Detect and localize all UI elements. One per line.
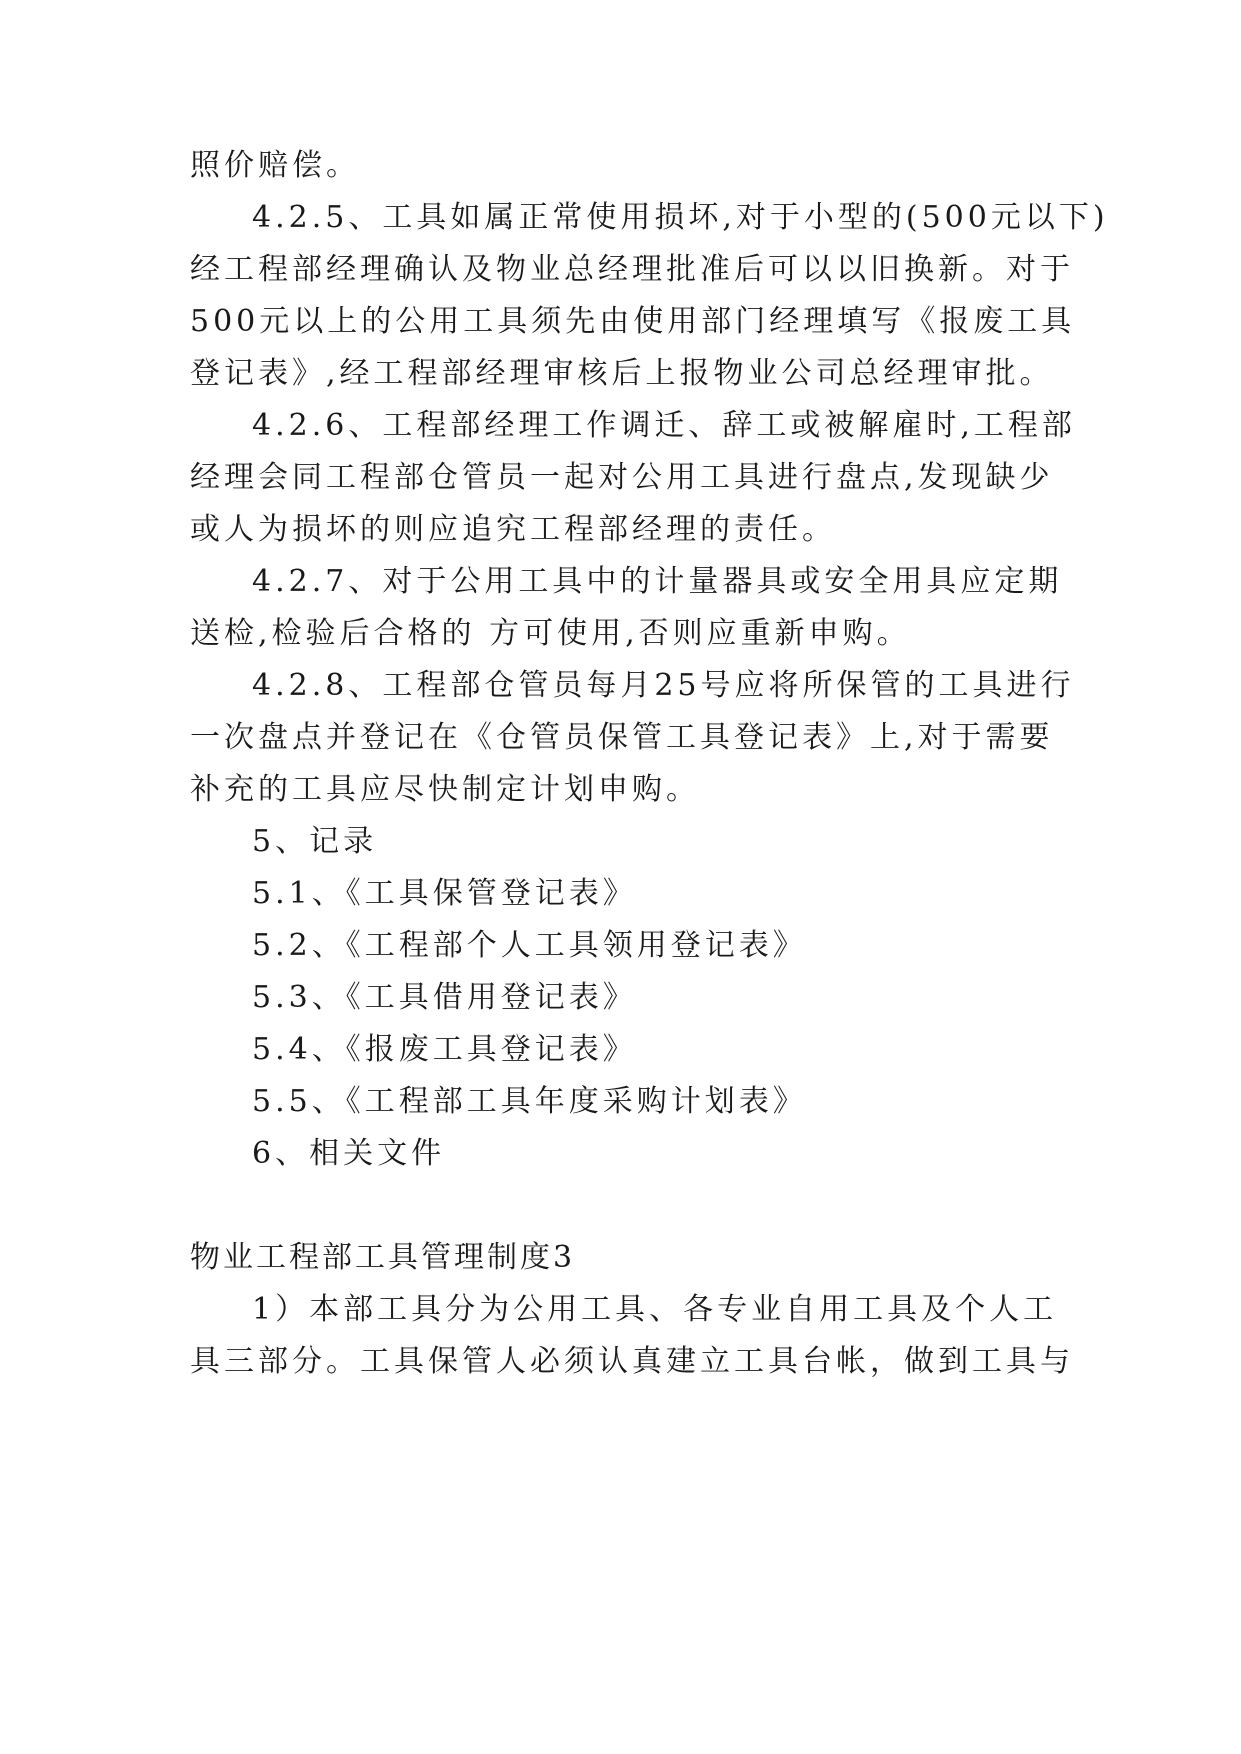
list-item: 5.4、《报废工具登记表》 [252, 1032, 637, 1067]
paragraph-line: 4.2.7、对于公用工具中的计量器具或安全用具应定期 [252, 564, 1063, 599]
section-heading: 5、记录 [252, 824, 378, 859]
paragraph-line: 经工程部经理确认及物业总经理批准后可以以旧换新。对于 [190, 252, 1074, 287]
paragraph-line: 送检,检验后合格的 方可使用,否则应重新申购。 [190, 616, 911, 651]
section-heading: 6、相关文件 [252, 1136, 446, 1171]
paragraph-line: 补充的工具应尽快制定计划申购。 [190, 772, 700, 807]
paragraph-line: 4.2.6、工程部经理工作调迁、辞工或被解雇时,工程部 [252, 408, 1076, 443]
paragraph-line: 1）本部工具分为公用工具、各专业自用工具及个人工 [252, 1292, 1058, 1327]
paragraph-line: 登记表》,经工程部经理审核后上报物业公司总经理审批。 [190, 356, 1054, 391]
paragraph-line: 500元以上的公用工具须先由使用部门经理填写《报废工具 [190, 304, 1076, 339]
list-item: 5.1、《工具保管登记表》 [252, 876, 637, 911]
document-title: 物业工程部工具管理制度3 [190, 1240, 576, 1275]
paragraph-line: 一次盘点并登记在《仓管员保管工具登记表》上,对于需要 [190, 720, 1054, 755]
list-item: 5.5、《工程部工具年度采购计划表》 [252, 1084, 807, 1119]
list-item: 5.3、《工具借用登记表》 [252, 980, 637, 1015]
paragraph-line: 或人为损坏的则应追究工程部经理的责任。 [190, 512, 836, 547]
paragraph-line: 照价赔偿。 [190, 148, 360, 183]
paragraph-line: 经理会同工程部仓管员一起对公用工具进行盘点,发现缺少 [190, 460, 1054, 495]
paragraph-line: 4.2.5、工具如属正常使用损坏,对于小型的(500元以下) [252, 200, 1109, 235]
paragraph-line: 具三部分。工具保管人必须认真建立工具台帐，做到工具与 [190, 1344, 1074, 1379]
list-item: 5.2、《工程部个人工具领用登记表》 [252, 928, 807, 963]
paragraph-line: 4.2.8、工程部仓管员每月25号应将所保管的工具进行 [252, 668, 1075, 703]
